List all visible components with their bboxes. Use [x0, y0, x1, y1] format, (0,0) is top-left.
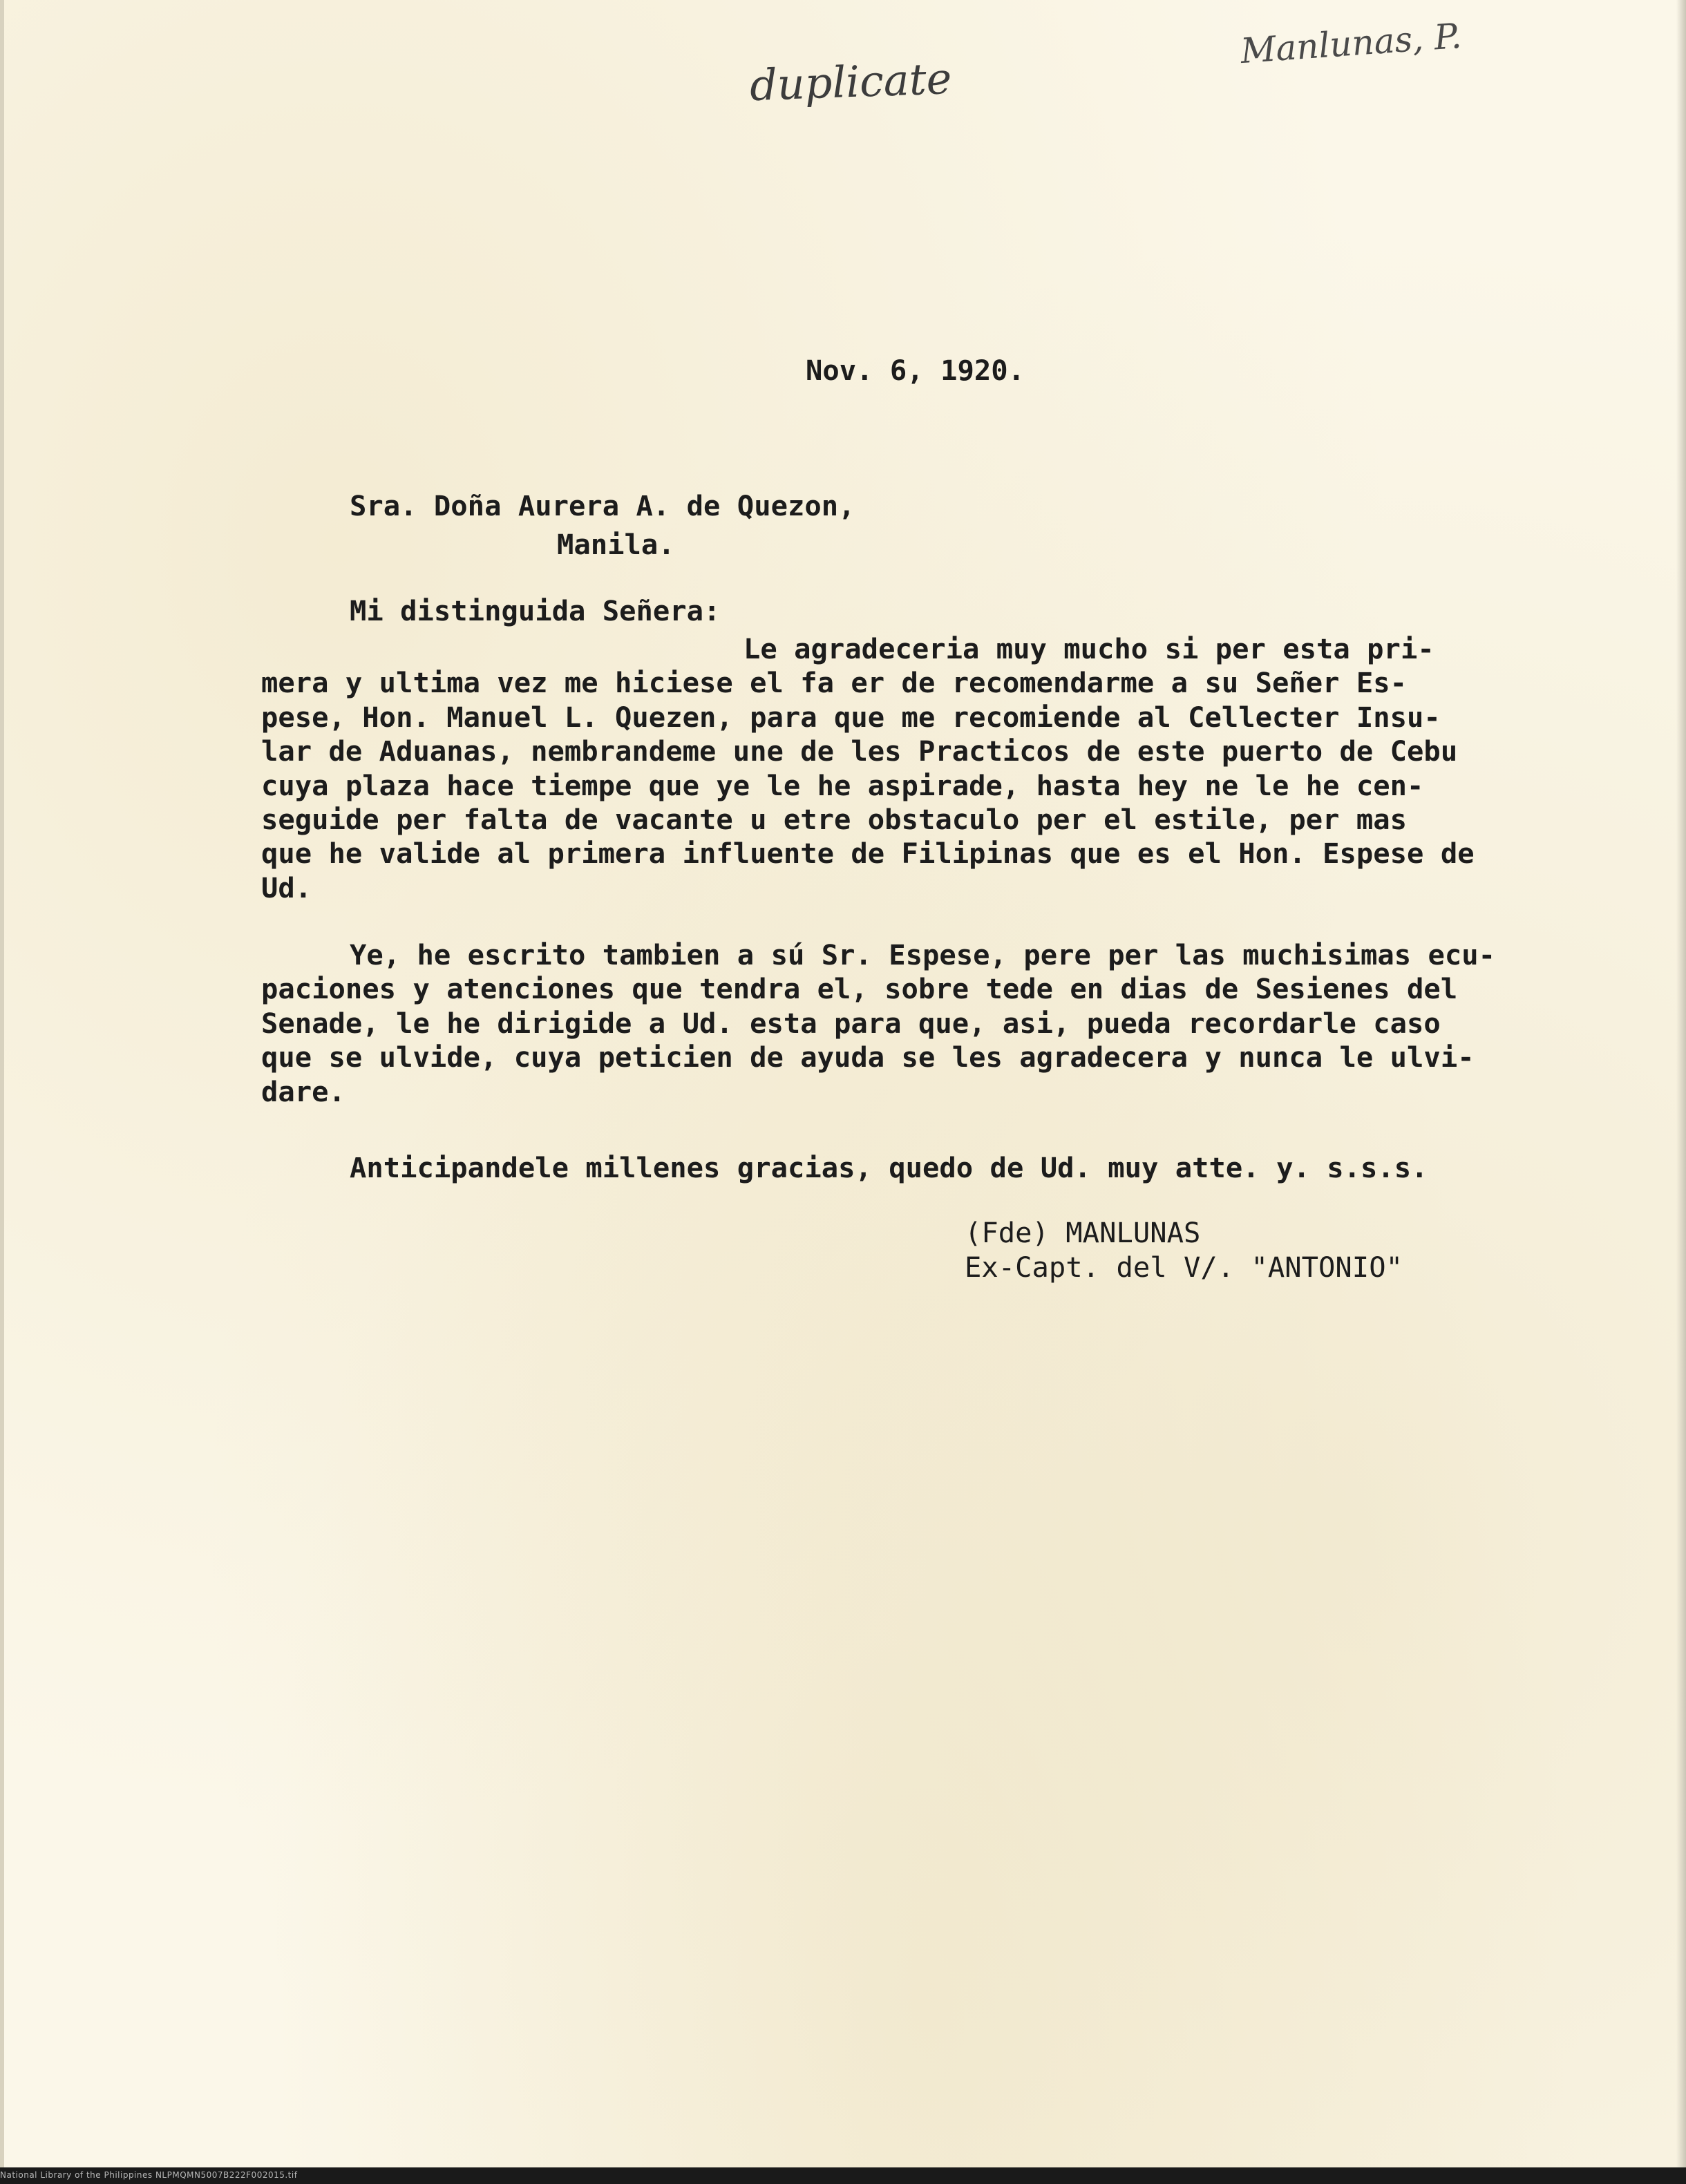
paragraph-2-line: Senade, le he dirigide a Ud. esta para que, asi, pueda recordarle caso: [261, 1006, 1441, 1040]
paragraph-1-line: Ud.: [261, 871, 312, 904]
paragraph-1-line: lar de Aduanas, nembrandeme une de les Practicos de este puerto de Cebu: [261, 734, 1458, 768]
recipient-line-1: Sra. Doña Aurera A. de Quezon,: [350, 489, 855, 522]
salutation: Mi distinguida Señera:: [350, 594, 721, 627]
recipient-line-2: Manila.: [557, 528, 675, 561]
handwritten-name-note: Manlunas, P.: [1239, 15, 1463, 72]
signature-line-1: (Fde) MANLUNAS: [965, 1216, 1201, 1249]
paragraph-1-line: cuya plaza hace tiempe que ye le he aspirade, hasta hey ne le he cen-: [261, 768, 1424, 802]
page-right-edge: [1676, 0, 1686, 2184]
paragraph-2-line: paciones y atenciones que tendra el, sobre tede en dias de Sesienes del: [261, 972, 1458, 1006]
paragraph-2-line: que se ulvide, cuya peticien de ayuda se les agradecera y nunca le ulvi-: [261, 1041, 1475, 1074]
letter-date: Nov. 6, 1920.: [806, 354, 1025, 387]
paragraph-1-line: mera y ultima vez me hiciese el fa er de recomendarme a su Señer Es-: [261, 666, 1408, 700]
paragraph-1-line: pese, Hon. Manuel L. Quezen, para que me recomiende al Cellecter Insu-: [261, 700, 1441, 734]
paragraph-1-line: que he valide al primera influente de Filipinas que es el Hon. Espese de: [261, 837, 1475, 871]
handwritten-duplicate-note: duplicate: [748, 53, 953, 111]
paragraph-2: [261, 938, 1495, 1109]
paragraph-1-line: Le agradeceria muy mucho si per esta pri-: [743, 632, 1434, 665]
paragraph-1-line: seguide per falta de vacante u etre obstaculo per el estile, per mas: [261, 802, 1408, 836]
paragraph-2-line: Ye, he escrito tambien a sú Sr. Espese, pere per las muchisimas ecu-: [350, 938, 1496, 971]
closing-line: Anticipandele millenes gracias, quedo de Ud. muy atte. y. s.s.s.: [350, 1151, 1428, 1184]
signature-line-2: Ex-Capt. del V/. "ANTONIO": [965, 1251, 1403, 1284]
page-left-edge: [0, 0, 4, 2184]
paragraph-2-line: dare.: [261, 1074, 345, 1108]
scan-footer-text: National Library of the Philippines NLPMQMN5007B222F002015.tif: [0, 2170, 298, 2180]
paragraph-1: [261, 632, 1475, 905]
